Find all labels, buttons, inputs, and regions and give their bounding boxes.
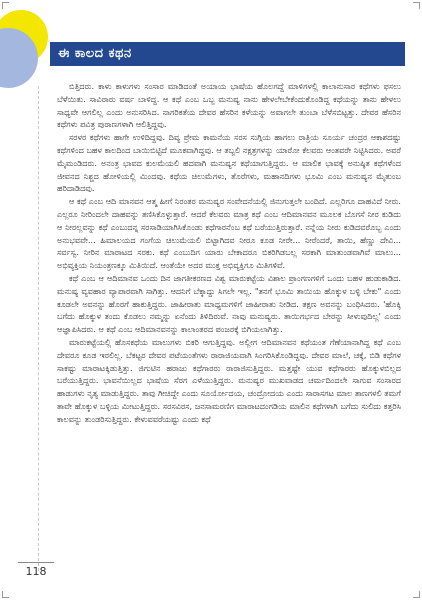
- article-body: [57, 80, 401, 588]
- crop-mark-top-right: [413, 2, 420, 9]
- paragraph: ಸರಳರ ಕಥೆಗಳು ಹಾಗೇ ಉಳಿದಿದ್ದವು. ದಿವ್ಯ ಪ್ರೇಮ ಕಾಮನೆಯ ಸರಸ ಸುಗ್ಗಿಯ ಹಾಗಲು ರಾತ್ರಿಯ ಸೂರ್ಯ ಚಂದ್ರರ ಆಕಾಶದಷ್ಟು ಕಥೆಗಳಿಂದ ಬಹಳ ಕಾಲದಿಂದ ಬಾಯಿಬಿಟ್ಟಿದೆ ಮೂಕವಾಗಿದ್ದವು. ಆ ತಬ್ಬಲಿ ನಕ್ಷತ್ರಗಳನ್ನು ಯಾರೋ ಕೆಲವರು ಆಂತವರೇ ನಿಟ್ಟಿಸಿದರು. ಅವರೆ ಮೈಮಂಡಿದರು. ಅನಂತ್ರ ಭಾವದ ಕುಲಮೆಯಲಿ ಹದವಾಗಿ ಮನುಷ್ಯನ ಕಥೆಯಾಗುತ್ತಿದ್ದರು. ಆ ಮಾಲಿಕ ಭಾವಕ್ಕೆ ಅನುಷ್ಠಿತ ಕಥೆಗಳೆಂದ ಜೀವನದ ನಿಶ್ಚದ ಹೋಳಿಯಲ್ಲಿ ಮಿಂದವು. ಕಥೆಯ ಚಿಲುಮೆಗಳು, ತೊರೆಗಳು, ಮಹಾನದಿಗಳು ಭೂಮಿ ಎಂಬ ಮನುಷ್ಯನ ಮೈತುಂಬ ಹರಿದಾಡಿದವು.: [57, 132, 401, 194]
- margin-rule: [38, 86, 39, 571]
- paragraph: ಆ ಕಥೆ ಎಂಬ ಆದಿ ಮಾನವನ ಆತ್ಮ ಹೀಗೆ ನಿರಂತರ ಮನುಷ್ಯರ ಸಂವೇದನೆಯಲ್ಲಿ ಜಿನುಗುತ್ತಲೇ ಬಂದಿದೆ. ಎಲ್ಲರಿಗೂ ದಾಹವಿದೆ ನೀರು. ಎಲ್ಲರೂ ನೀರಿಂದಲೇ ದಾಹವನ್ನು ತಣಿಸಿಕೊಳ್ಳುತ್ತಾರೆ. ಆದರೆ ಕೆಲವರು ಮಾತ್ರ ಕಥೆ ಎಂಬ ಆದಿಮಾನವನ ಮೂಲಕ ಬೊಗಸೆ ನೀರ ಕುಡಿದು ಆ ನೀರಲ್ಲವನ್ನು ಕಥೆ ಎಂಬುದನ್ನ ಸರಸಾಡಿಯಾಗಿಸಿಕೊಂಡು ಕಥೆಗಾರನೆಂಬ ಕಥೆ ಬರೆಯುತ್ತಿರುತ್ತಾರೆ. ನನ್ನೆಯ ನೀರು ಕುಡಿದವರೊಬ್ಬ ಎಂದು ಅನುಭವವೇ... ಹಿಮಾಲಯದ ಗಂಗೆಯ ಚಿಲುಮೆಯಲಿ ಬಿಟ್ಟಾಗಿದವ ನೀರೂ ಕೂಡ ನೀರೇ... ನೀರೆಂದರೆ, ತಾಯಿ, ಹೆಣ್ಣು ದೇವಿ... ಸರ್ವಸ್ವ. ನೀರಿನ ಮಾರಾಟದ ಸರಕು. ಕಥೆ ಎಂಬುದಿಗ ಯಾರು ಬೇಕಾದರೂ ಬಿಕರಿಗಿಡಬಲ್ಲ ಸರಕಾಗಿ ಮಾತುಂಡವಾಗಿವೆ ಮಾಲು... ಅಭಿವ್ಯಕ್ತಿಯ ನಿಯಂತ್ರಣಕ್ಕೂ ಮಿತಿಯಿದೆ. ಆಂತೆಯೇ ಅದರ ಮುಕ್ತ ಅಭಿವ್ಯಕ್ತಿಗೂ ಮಿತಿಗಳಿವೆ.: [57, 196, 401, 271]
- paragraph: ಮಾರುಕಟ್ಟೆಯಲ್ಲಿ ಹೊಸಕಥೆಯ ಮಾಲುಗಳು ಬಿಕರಿ ಆಗುತ್ತಿದ್ದವು. ಅಲ್ಲೀಗ ಆದಿಮಾನವನ ಕಥೆಯಂತ ಗೆಣೆಯಾನಾಗಿದ್ದ ಕಥೆ ಎಂಬ ದೇವರೂ ಕೂಡ ಇರಲಿಲ್ಲ. ಬೆಕಟ್ಟರ ದೇವರ ಪಟೆಯಂತೆಗಳು ರಾರಾಜಿಯವಾಗಿ ಸಿಂಗರಿಸಿಕೊಂಡಿದ್ದವು. ದೇವರ ಮಾಲೆ, ಚಕ್ಕೆ, ಬಿಡಿ ಕಥೆಗಳ ಸಾಕಷ್ಟು ಮಾರಾಟಕ್ಕಿಡುತ್ತಿತ್ತು. ಜಿಗುಟಿನ ಹರಾಜು ಕಥೆಗಾರರು ರಾರಾಜಿಸುತ್ತಿದ್ದರು. ಮತ್ತಷ್ಟೇ ಯುವ ಕಥೆಗಾರರು ಹೊಕ್ಕುಳಬಿಲ್ಲದ ಬರೆಯುತ್ತಿದ್ದರು. ಭಾವನೆಯಿಲ್ಲದ ಭಾಷೆಯ ಸೆರಗ ಎಳೆಯುತ್ತಿದ್ದರು. ಮನುಷ್ಯರ ಮುಖವಾಡದ ಚರ್ಮದಿಂದಲೇ ಸಾಗುವ ಸಂಸಾರದ ಹಾಡುಗಳು ನೃತ್ಯ ಮಾಡುತ್ತಿದ್ದರು. ತಾವು ಗೀಚಿದ್ದೇ ಎಂದು ಸೂರ್ಯೋದಯ, ಚಂದ್ರೋದಯ ಎಂದು ಸಾರಾಸಗಟ ಮಾಲ ತಾಣಗಳಲಿ ತಮಗೆ ತಾವೇ ಹೊಕ್ಕುಳ ಬಳ್ಳಿಯ ಮೀಟುತ್ತಿದ್ದರು. ಸರಸವಿರಸ, ಜನಸಾಮರಣಿಗ ಮಾರಾಟದಂಗಡಿಯ ಮಾಲಿನ ಕಥೆಗಳಾಗಿ ಬಗೆದು ಸುಲಿದು ಕತ್ತರಿಸಿ ಕಾಲವನ್ನು ತುಂಡರಿಸುತ್ತಿದ್ದರು. ಕೇಳುವವರೆಯಷ್ಟು ಎಂದು ಕಥೆ: [57, 336, 401, 424]
- paragraph: ಬಿತ್ತಿದರು. ಕಾಳು ಕಾಳುಗಳು ಸಂಸಾರ ಮಾಡಿದಂತೆ ಅಯಾಯ ಭಾಷೆಯ ಹೊಲಗದ್ದೆ ಮಾಳಿಗಳಲ್ಲಿ ಕಾಲಾನುಸಾರ ಕಥೆಗಳು ಫಸಲು ಬೆಳೆಯಿತು. ಸಾವಿರಾರು ವರ್ಷ ಬಾಳಿದ್ದ. ಆ ಕಥೆ ಎಂಬ ಒಬ್ಬ ಮನುಷ್ಯ ನಾನು ಹೇಳಲೇಬೇಕೆಂದುಕೊಂಡಿದ್ದ ಕಥೆಯನ್ನು ತಾನು ಹೇಳಲು ಸಾಧ್ಯವೇ ಆಗಲಿಲ್ಲ ಎಂದು ಅನುಸರಿಸಿದ. ನಾಗರಿಕತೆಯ ದೇವರ ಹೆಸರಿನ ಕಳೆಯನ್ನು ಅವಾಗಲೇ ತುಂಬಾ ಬೆಳೆಸಬಿಟ್ಟತ್ತು. ದೇವರ ಹೆಸರಿನ ಕಥೆಗಳು ಪವಿತ್ರ ಪುರಾಣಗಳಾಗಿ ಆಲಿತ್ತಿದ್ದವು.: [57, 81, 401, 130]
- paragraph: ಕಥೆ ಎಂಬ ಆ ಆದಿಮಾನವ ಒಂದು ದಿನ ಜಾಗತೀಕರಣದ ವಿಶ್ವ ಮಾರುಕಟ್ಟೆಯ ವಿಶಾಲ ಪ್ರಾಂಗಣಗಳಿಗೆ ಒಂದು ಬಹಳ ಹುಡುಕಾಡಿದ. ಮನುಷ್ಯ ವ್ಯವಹಾರ ವ್ಯಾಪಾರವಾಗಿ ಸಾಗಿತ್ತು. ಆದನಿಗೆ ಬೆಕ್ಕಾದ್ದು ಸಿಗಲೇ ಇಲ್ಲ. "ತನಗೆ ಭೂಮಿ ತಾಯಿಯ ಹೊಕ್ಕುಳ ಬಳ್ಳಿ ಬೇಕು" ಎಂದು ಕೂಡಲೇ ಅವನನ್ನು ಹೊರಗೆ ಹಾಕುತ್ತಿದ್ದರು. ಜಾಹೀರಾತು ಮಾಧ್ಯಮಗಳಿಗೆ ಜಾಹೀರಾತು ನೀಡಿದ. ತಕ್ಷಣ ಅವನನ್ನು ಬಂಧಿಸಿದರು. 'ಹೊಕ್ಕಿ ಬಗೆದು ಹೊಕ್ಕುಳ ತಂದು ಕೊಡಲು ನಮ್ಮನ್ನು ಏನೆಂದು ತಿಳಿದಿರುವೆ. ನಾವು ಮನುಷ್ಯರು. ತಾಯಿಗರ್ಭದ ಬೇರನ್ನು ಸೀಳುವುದಿಲ್ಲ' ಎಂದು ಆಜ್ಞಾಪಿಸಿದರು. ಆ ಕಥೆ ಎಂಬ ಆದಿಮಾನವನನ್ನು ಕಾಲಾಂತರದ ಪಂಜರಕ್ಕೆ ಬಿಗಿಯಲಾಗಿತ್ತು.: [57, 272, 401, 335]
- section-title: ಈ ಕಾಲದ ಕಥನ: [58, 46, 132, 61]
- page-number-rule: [18, 562, 54, 563]
- crop-mark-bottom-right: [413, 591, 420, 598]
- crop-mark-top-left: [2, 2, 9, 9]
- crop-mark-bottom-left: [2, 591, 9, 598]
- page-number: 118: [25, 565, 47, 578]
